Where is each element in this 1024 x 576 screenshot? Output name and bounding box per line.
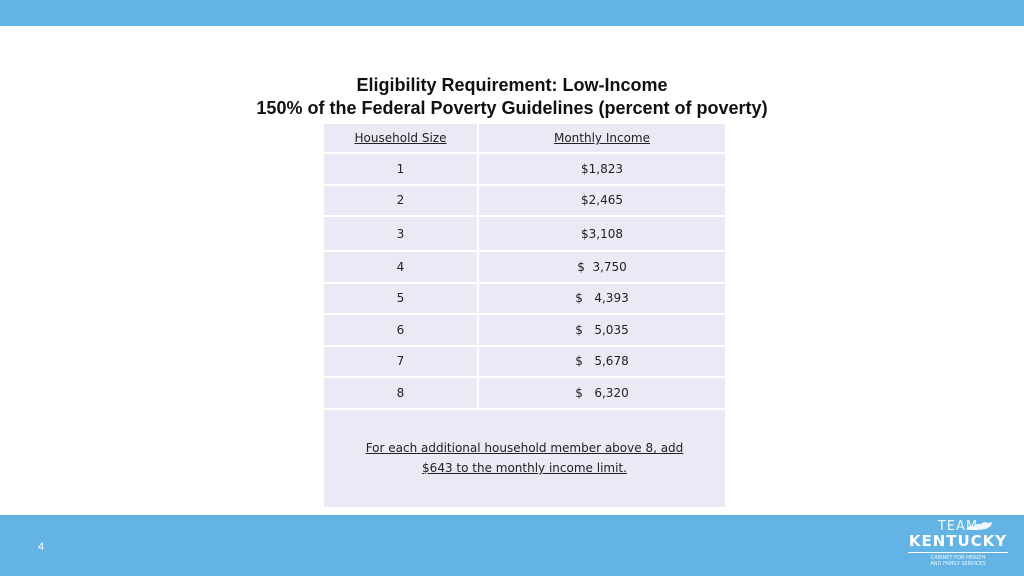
- monthly-income-cell: $ 4,393: [575, 291, 629, 306]
- logo-kentucky-text: KENTUCKY: [908, 532, 1008, 550]
- table-row: [324, 217, 725, 252]
- page-number: 4: [38, 541, 45, 553]
- table-row: [324, 186, 725, 218]
- table-row: [324, 252, 725, 284]
- monthly-income-cell: $3,108: [581, 226, 623, 241]
- logo-team-text: TEAM: [937, 519, 979, 534]
- household-size-cell: 4: [324, 252, 479, 282]
- household-size-cell: 5: [324, 284, 479, 314]
- header-monthly-income: Monthly Income: [553, 131, 651, 145]
- additional-member-note: [324, 410, 725, 507]
- monthly-income-cell: $ 5,678: [575, 354, 629, 369]
- slide-title: Eligibility Requirement: Low-Income: [356, 75, 668, 95]
- logo-subtitle-2: AND FAMILY SERVICES: [930, 561, 986, 567]
- table-row: [324, 284, 725, 316]
- bottom-banner: [0, 515, 1024, 576]
- logo-subtitle-1: CABINET FOR HEALTH: [930, 555, 986, 561]
- household-size-cell: 3: [324, 217, 479, 250]
- monthly-income-cell: $ 6,320: [575, 385, 629, 400]
- monthly-income-cell: $1,823: [581, 161, 623, 176]
- monthly-income-cell: $ 3,750: [577, 259, 627, 274]
- logo-divider: [908, 552, 1008, 553]
- household-size-cell: 6: [324, 315, 479, 345]
- table-row: [324, 378, 725, 410]
- income-table: [324, 124, 725, 507]
- household-size-cell: 8: [324, 378, 479, 408]
- slide-subtitle: 150% of the Federal Poverty Guidelines (percent of poverty): [256, 98, 768, 118]
- household-size-cell: 7: [324, 347, 479, 377]
- top-banner: [0, 0, 1024, 26]
- note-line-2: $643 to the monthly income limit.: [422, 461, 627, 475]
- household-size-cell: 1: [324, 154, 479, 184]
- monthly-income-cell: $2,465: [581, 193, 623, 208]
- table-row: [324, 315, 725, 347]
- monthly-income-cell: $ 5,035: [575, 322, 629, 337]
- table-row: [324, 154, 725, 186]
- table-header-row: [324, 124, 725, 154]
- household-size-cell: 2: [324, 186, 479, 216]
- header-household-size: Household Size: [324, 124, 479, 152]
- note-line-1: For each additional household member above 8, add: [365, 441, 684, 455]
- team-kentucky-logo: [906, 520, 1010, 572]
- table-row: [324, 347, 725, 379]
